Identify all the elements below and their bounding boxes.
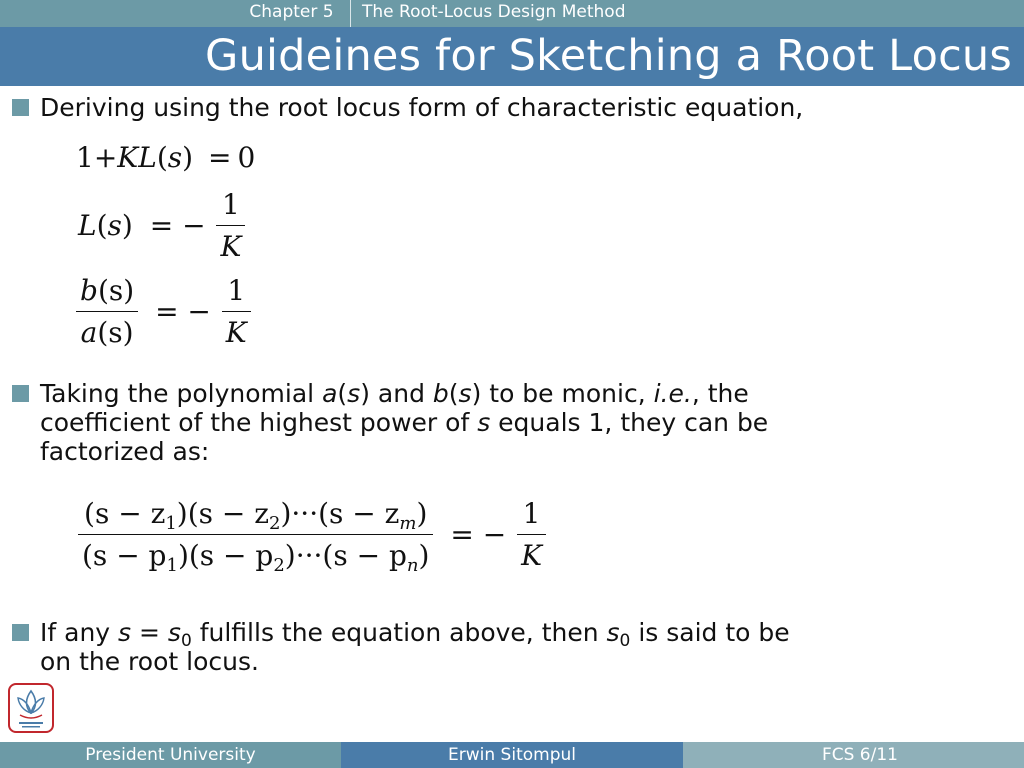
b3-text-2: fulfills the equation above, then xyxy=(191,618,607,647)
b2-paren: ( xyxy=(337,379,348,408)
eq2-numerator: 1 xyxy=(222,188,240,221)
eq4-den-sub: 1 xyxy=(166,555,178,576)
b3-text-4: on the root locus. xyxy=(40,647,259,676)
eq2-denominator: K xyxy=(216,225,245,263)
title-bar xyxy=(0,27,1024,86)
eq3-den-s: (s) xyxy=(97,316,134,349)
b3-s: s xyxy=(167,618,181,647)
eq2-paren-close: ) xyxy=(121,209,133,242)
b3-s: s xyxy=(606,618,620,647)
eq4-num-sub: m xyxy=(399,513,417,534)
b2-text-6: equals 1, they can be xyxy=(490,408,769,437)
eq4-den-part: )(s − p xyxy=(177,539,274,572)
footer-page-number: FCS 6/11 xyxy=(821,745,898,765)
b3-s: s xyxy=(118,618,132,647)
b2-ie: i.e. xyxy=(653,379,692,408)
eq4-den-sub: n xyxy=(406,555,419,576)
b2-text-5: coefficient of the highest power of xyxy=(40,408,478,437)
eq3-num-s: (s) xyxy=(97,274,135,307)
eq1-k: K xyxy=(117,141,139,174)
eq2-l: L xyxy=(78,209,97,242)
bullet-1-text: Deriving using the root locus form of characteristic equation, xyxy=(40,93,804,122)
eq3-denominator xyxy=(76,311,138,349)
eq3-right-denominator: K xyxy=(222,311,251,349)
eq4-den-part: ) xyxy=(418,539,430,572)
eq3-b: b xyxy=(80,274,98,307)
eq4-num-sub: 2 xyxy=(269,513,281,534)
eq4-den-part: )···(s − p xyxy=(284,539,407,572)
eq3-left-fraction xyxy=(76,274,138,349)
eq4-equals: = − xyxy=(450,518,507,551)
footer-page-cell xyxy=(683,742,1024,768)
b2-s: s xyxy=(347,379,361,408)
eq1-s: s xyxy=(167,141,183,174)
eq4-left-fraction xyxy=(78,497,433,576)
eq4-numerator xyxy=(78,497,433,534)
eq1-zero: 0 xyxy=(237,141,256,174)
b2-text-4: , the xyxy=(691,379,749,408)
bullet-3-text xyxy=(40,618,790,676)
equation-ratio xyxy=(76,274,251,349)
section-label: The Root-Locus Design Method xyxy=(362,2,626,22)
b3-text-1: If any xyxy=(40,618,119,647)
eq2-s: s xyxy=(107,209,122,242)
eq4-right-denominator: K xyxy=(517,534,546,572)
b2-b: b xyxy=(432,379,449,408)
b2-text-3: ) to be monic, xyxy=(471,379,654,408)
lotus-logo-icon xyxy=(10,685,52,731)
eq1-equals: = xyxy=(207,141,232,174)
eq4-denominator xyxy=(78,534,433,576)
eq1-l: L xyxy=(138,141,157,174)
eq4-right-fraction xyxy=(517,497,546,572)
b2-s: s xyxy=(477,408,491,437)
b3-sub: 0 xyxy=(619,631,631,651)
equation-ls xyxy=(78,188,245,263)
top-bar xyxy=(0,0,1024,27)
bullet-square-icon xyxy=(12,385,29,402)
b2-text-7: factorized as: xyxy=(40,437,210,466)
eq2-fraction xyxy=(216,188,245,263)
eq4-den-part: (s − p xyxy=(82,539,167,572)
eq1-paren-open: ( xyxy=(156,141,168,174)
footer-author: Erwin Sitompul xyxy=(341,742,683,768)
b2-s: s xyxy=(458,379,472,408)
eq2-paren-open: ( xyxy=(96,209,108,242)
eq3-right-numerator: 1 xyxy=(227,274,246,307)
b2-paren: ( xyxy=(448,379,459,408)
eq4-num-part: (s − z xyxy=(84,497,166,530)
eq2-equals: = − xyxy=(149,209,206,242)
bullet-square-icon xyxy=(12,99,29,116)
eq3-a: a xyxy=(80,316,98,349)
chapter-label: Chapter 5 xyxy=(233,0,351,27)
eq1-one: 1 xyxy=(76,141,94,174)
university-logo xyxy=(8,683,54,733)
eq4-num-sub: 1 xyxy=(165,513,177,534)
footer-bar xyxy=(0,742,1024,768)
slide-title: Guideines for Sketching a Root Locus xyxy=(205,31,1012,81)
eq3-equals: = − xyxy=(155,295,211,328)
b2-text-1: Taking the polynomial xyxy=(40,379,323,408)
b2-text-2: ) and xyxy=(360,379,433,408)
b2-a: a xyxy=(322,379,338,408)
eq4-right-numerator: 1 xyxy=(522,497,541,530)
eq1-plus: + xyxy=(93,141,118,174)
eq3-numerator xyxy=(76,274,138,311)
eq3-right-fraction xyxy=(222,274,251,349)
b3-text-3: is said to be xyxy=(630,618,790,647)
equation-characteristic xyxy=(76,141,255,174)
eq4-num-part: )···(s − z xyxy=(280,497,400,530)
eq1-paren-close: ) xyxy=(182,141,194,174)
b3-sub: 0 xyxy=(180,631,192,651)
equation-factorized xyxy=(78,497,546,576)
eq4-num-part: ) xyxy=(416,497,428,530)
b3-equals: = xyxy=(131,618,168,647)
bullet-2-text xyxy=(40,379,768,466)
eq4-den-sub: 2 xyxy=(273,555,285,576)
bullet-square-icon xyxy=(12,624,29,641)
eq4-num-part: )(s − z xyxy=(176,497,270,530)
footer-organization: President University xyxy=(0,742,341,768)
